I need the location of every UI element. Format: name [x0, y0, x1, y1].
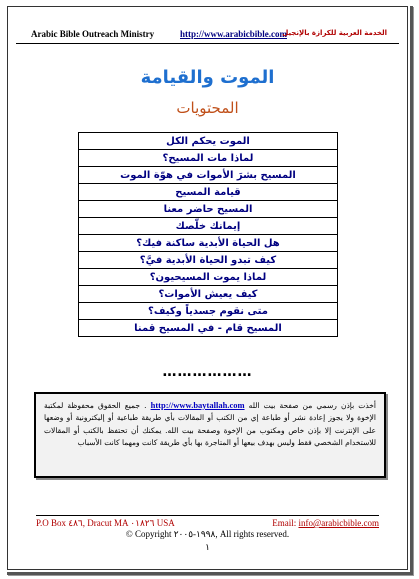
notice-body: . جميع الحقوق محفوظة لمكتبة الإخوة ولا يجوز إعادة نشر أو طباعة إي من الكتب أو المقالات بأي طريقة طباعية أو إليكترونية أو وضعها على الإنترنت إلا بإذن خاص ومكتوب من الإخوة وصفحة بيت الله. يمكنك أن تحتفظ بالكتب أو المقالات للاستخدام الشخصي فقط وليس بهدف بيعها أو المتاجرة بها بأي طريقة كانت ومهما كانت الأسباب	[44, 401, 376, 448]
toc-item[interactable]: المسيح بشرَ الأموات في هوّة الموت	[79, 167, 338, 184]
page-header	[16, 29, 399, 44]
ministry-name-arabic: الخدمة العربية للكرازة بالإنجيل	[282, 29, 387, 37]
copyright-notice-box	[34, 392, 386, 478]
toc-item[interactable]: الموت يحكم الكل	[79, 133, 338, 150]
postal-address: P.O Box ٤٨٦, Dracut MA ٠١٨٢٦ USA	[36, 518, 175, 528]
toc-item[interactable]: المسيح قام - في المسيح قمنا	[79, 320, 338, 337]
baytallah-link[interactable]: http://www.baytallah.com	[150, 400, 245, 410]
dot-separator: ………………	[162, 364, 253, 380]
toc-item[interactable]: لماذا مات المسيح؟	[79, 150, 338, 167]
notice-intro: أخذت بإذن رسمي من صفحة بيت الله	[248, 401, 376, 410]
footer-email	[272, 518, 379, 528]
copyright-line: © Copyright ١٩٩٨-٢٠٠٥, All rights reserved.	[125, 529, 290, 539]
toc-item[interactable]: لماذا يموت المسيحيون؟	[79, 269, 338, 286]
email-label: Email:	[272, 518, 299, 528]
copyright-notice-text	[44, 399, 376, 450]
footer-divider	[36, 515, 379, 516]
page-number: ١	[205, 542, 210, 552]
site-link[interactable]: http://www.arabicbible.com	[180, 29, 287, 39]
email-link[interactable]: info@arabicbible.com	[298, 518, 379, 528]
toc-item[interactable]: المسيح حاضر معنا	[79, 201, 338, 218]
page-border	[7, 6, 408, 570]
document-title: الموت والقيامة	[140, 67, 275, 88]
toc-item[interactable]: قيامة المسيح	[79, 184, 338, 201]
ministry-name: Arabic Bible Outreach Ministry	[31, 29, 155, 39]
toc-item[interactable]: هل الحياة الأبدية ساكنة فيك؟	[79, 235, 338, 252]
toc-item[interactable]: إيمانك خلّصك	[79, 218, 338, 235]
table-of-contents	[78, 132, 338, 337]
contents-heading: المحتويات	[176, 99, 239, 117]
toc-item[interactable]: كيف تبدو الحياة الأبدية فيَّ؟	[79, 252, 338, 269]
toc-item[interactable]: كيف يعيش الأموات؟	[79, 286, 338, 303]
toc-item[interactable]: متى نقوم جسدياً وكيف؟	[79, 303, 338, 320]
document-page	[7, 6, 413, 575]
